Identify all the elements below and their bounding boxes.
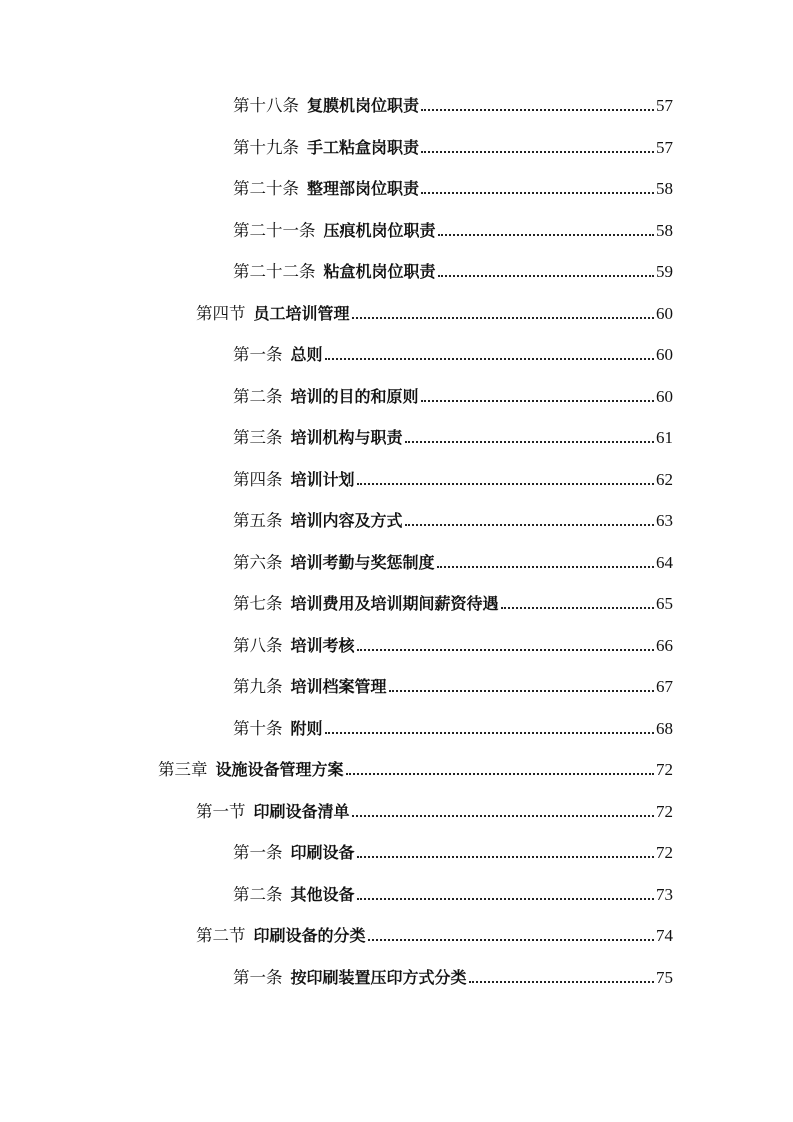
toc-entry[interactable] (233, 673, 673, 697)
toc-entry-title: 压痕机岗位职责 (323, 220, 436, 240)
toc-entry-title: 附则 (290, 718, 323, 738)
toc-entry-page: 72 (656, 801, 673, 821)
toc-entry-page: 75 (656, 967, 673, 987)
toc-dot-leader (405, 441, 654, 443)
toc-entry-number: 第十八条 (233, 96, 299, 115)
toc-dot-leader (421, 400, 654, 402)
toc-entry[interactable] (233, 217, 673, 241)
toc-entry[interactable] (233, 964, 673, 988)
toc-entry-page: 57 (656, 96, 673, 115)
toc-entry-number: 第二十一条 (233, 220, 316, 240)
toc-entry-title: 印刷设备清单 (253, 801, 350, 821)
toc-entry[interactable] (233, 549, 673, 573)
toc-entry-page: 66 (656, 635, 673, 655)
toc-entry-page: 58 (656, 220, 673, 240)
toc-dot-leader (438, 275, 654, 277)
toc-entry-number: 第十九条 (233, 137, 299, 157)
toc-entry[interactable] (196, 798, 673, 822)
toc-entry-title: 培训的目的和原则 (290, 386, 419, 406)
toc-entry[interactable] (233, 715, 673, 739)
toc-dot-leader (421, 151, 654, 153)
toc-entry-number: 第二条 (233, 884, 283, 904)
toc-dot-leader (357, 649, 654, 651)
toc-entry-page: 59 (656, 262, 673, 281)
toc-entry-title: 培训内容及方式 (290, 511, 403, 530)
toc-entry[interactable] (196, 922, 673, 946)
toc-entry-title: 培训考勤与奖惩制度 (290, 552, 435, 572)
toc-entry-page: 74 (656, 926, 673, 945)
toc-entry-number: 第二十条 (233, 179, 299, 198)
toc-entry-page: 67 (656, 677, 673, 696)
toc-entry-page: 60 (656, 386, 673, 406)
toc-entry-number: 第一节 (196, 801, 246, 821)
toc-entry[interactable] (233, 632, 673, 656)
toc-dot-leader (368, 939, 654, 941)
toc-entry-page: 58 (656, 179, 673, 198)
toc-entry-title: 培训费用及培训期间薪资待遇 (290, 594, 499, 613)
toc-entry-title: 按印刷装置压印方式分类 (290, 967, 467, 987)
toc-entry-number: 第十条 (233, 718, 283, 738)
toc-entry-title: 培训考核 (290, 635, 355, 655)
toc-dot-leader (501, 607, 654, 609)
toc-entry-page: 61 (656, 428, 673, 447)
toc-entry[interactable] (233, 383, 673, 407)
toc-dot-leader (438, 234, 654, 236)
toc-entry-number: 第六条 (233, 552, 283, 572)
toc-entry-page: 57 (656, 137, 673, 157)
toc-dot-leader (357, 856, 654, 858)
toc-entry-title: 培训档案管理 (290, 677, 387, 696)
toc-entry-number: 第二十二条 (233, 262, 316, 281)
toc-entry-page: 60 (656, 345, 673, 364)
toc-entry-page: 73 (656, 884, 673, 904)
toc-entry-title: 其他设备 (290, 884, 355, 904)
toc-entry-number: 第五条 (233, 511, 283, 530)
toc-entry[interactable] (233, 839, 673, 863)
toc-entry[interactable] (233, 175, 673, 199)
toc-dot-leader (421, 192, 654, 194)
toc-dot-leader (357, 483, 654, 485)
toc-dot-leader (357, 898, 654, 900)
toc-entry-page: 68 (656, 718, 673, 738)
toc-dot-leader (389, 690, 654, 692)
toc-entry-number: 第一条 (233, 967, 283, 987)
toc-entry[interactable] (233, 590, 673, 614)
toc-entry[interactable] (233, 341, 673, 365)
toc-entry-number: 第一条 (233, 843, 283, 862)
toc-entry[interactable] (233, 424, 673, 448)
toc-entry-title: 员工培训管理 (253, 303, 350, 323)
toc-entry-number: 第四条 (233, 469, 283, 489)
toc-entry-page: 60 (656, 303, 673, 323)
toc-dot-leader (346, 773, 654, 775)
toc-entry-title: 培训计划 (290, 469, 355, 489)
toc-entry-title: 粘盒机岗位职责 (323, 262, 436, 281)
toc-entry-number: 第九条 (233, 677, 283, 696)
toc-entry-number: 第二条 (233, 386, 283, 406)
toc-entry-page: 62 (656, 469, 673, 489)
toc-entry[interactable] (233, 466, 673, 490)
toc-dot-leader (325, 732, 654, 734)
toc-entry-number: 第四节 (196, 303, 246, 323)
toc-entry-title: 复膜机岗位职责 (307, 96, 420, 115)
toc-entry[interactable] (233, 134, 673, 158)
toc-entry[interactable] (233, 92, 673, 116)
toc-entry-number: 第三章 (158, 760, 208, 779)
toc-entry-page: 63 (656, 511, 673, 530)
toc-entry-title: 印刷设备 (290, 843, 355, 862)
toc-entry-page: 72 (656, 843, 673, 862)
toc-dot-leader (469, 981, 654, 983)
toc-dot-leader (437, 566, 654, 568)
toc-entry-number: 第八条 (233, 635, 283, 655)
toc-entry[interactable] (233, 881, 673, 905)
toc-entry[interactable] (233, 258, 673, 282)
toc-dot-leader (325, 358, 654, 360)
toc-entry-number: 第一条 (233, 345, 283, 364)
toc-entry-title: 设施设备管理方案 (215, 760, 344, 779)
toc-entry-page: 72 (656, 760, 673, 779)
toc-entry-number: 第二节 (196, 926, 246, 945)
toc-dot-leader (352, 815, 654, 817)
toc-entry-page: 64 (656, 552, 673, 572)
toc-entry-title: 培训机构与职责 (290, 428, 403, 447)
toc-entry[interactable] (196, 300, 673, 324)
toc-entry-title: 手工粘盒岗职责 (307, 137, 420, 157)
toc-dot-leader (421, 109, 654, 111)
toc-entry-page: 65 (656, 594, 673, 613)
toc-entry-title: 总则 (290, 345, 323, 364)
toc-entry-title: 印刷设备的分类 (253, 926, 366, 945)
toc-entry-number: 第七条 (233, 594, 283, 613)
toc-entry[interactable] (233, 507, 673, 531)
toc-entry-number: 第三条 (233, 428, 283, 447)
toc-entry[interactable] (158, 756, 673, 780)
toc-entry-title: 整理部岗位职责 (307, 179, 420, 198)
toc-dot-leader (405, 524, 654, 526)
toc-dot-leader (352, 317, 654, 319)
